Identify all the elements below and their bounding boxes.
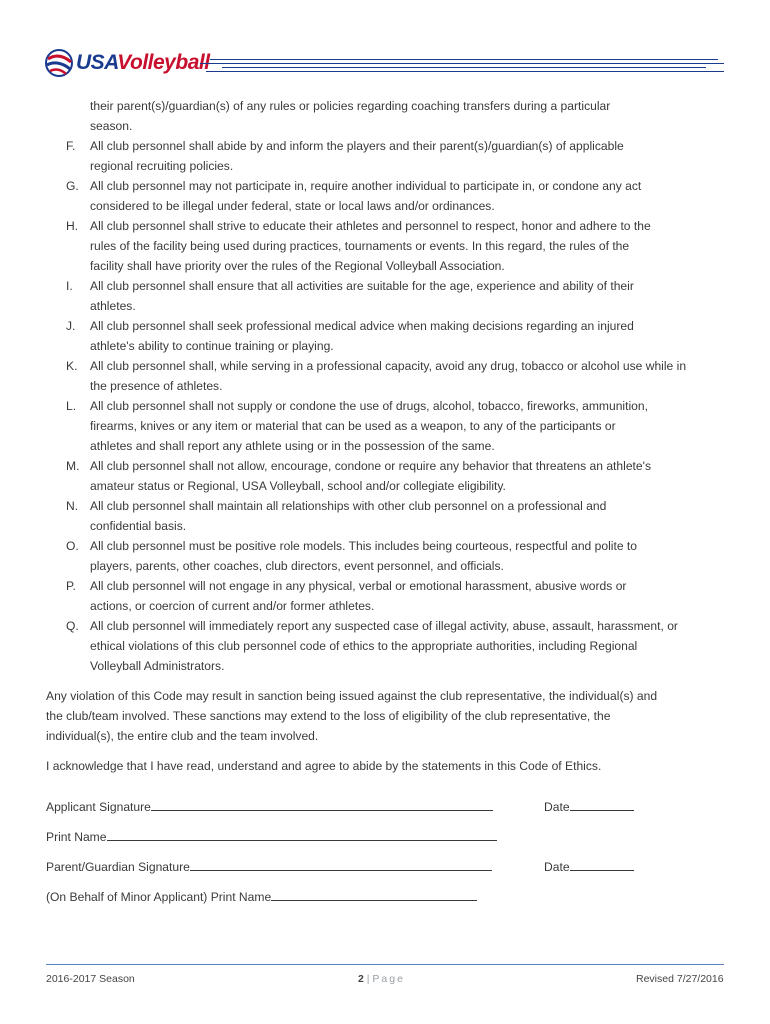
- usa-volleyball-logo: [44, 47, 210, 79]
- list-item-line: All club personnel will immediately report any suspected case of illegal activity, abuse, assault, harassment, or: [90, 619, 678, 633]
- list-item-text: [90, 496, 726, 536]
- applicant-date-field[interactable]: [570, 796, 634, 811]
- list-item-text: [90, 176, 726, 216]
- list-item-line: All club personnel must be positive role models. This includes being courteous, respectful and polite to: [90, 539, 637, 553]
- applicant-signature-field[interactable]: [151, 796, 493, 811]
- applicant-date-row: [544, 796, 634, 814]
- list-item-line: Volleyball Administrators.: [90, 659, 225, 673]
- list-marker: N.: [66, 499, 79, 513]
- list-item: [46, 356, 726, 396]
- acknowledgement-statement: I acknowledge that I have read, understand and agree to abide by the statements in this Code of Ethics.: [46, 759, 602, 773]
- violation-paragraph: Any violation of this Code may result in sanction being issued against the club representative, the individual(s) and the club/team involved. These sanctions may extend to the loss of eligibility of the club representative, the individual(s), the entire club and the team involved.: [46, 689, 658, 743]
- list-item-text: [90, 396, 726, 456]
- page-separator: |: [366, 973, 370, 985]
- page-word: Page: [372, 973, 405, 985]
- parent-signature-label: Parent/Guardian Signature: [46, 860, 190, 874]
- list-item-line: athletes and shall report any athlete using or in the possession of the same.: [90, 439, 495, 453]
- print-name-field[interactable]: [107, 826, 497, 841]
- continued-item-text: their parent(s)/guardian(s) of any rules or policies regarding coaching transfers during a particular season.: [90, 99, 611, 133]
- list-marker: J.: [66, 319, 76, 333]
- list-item-line: All club personnel shall ensure that all activities are suitable for the age, experience and ability of their: [90, 279, 634, 293]
- code-of-ethics-body: [46, 96, 726, 776]
- list-item-text: [90, 576, 726, 616]
- list-item-line: actions, or coercion of current and/or former athletes.: [90, 599, 375, 613]
- list-item-text: [90, 536, 726, 576]
- list-item-line: All club personnel may not participate in, require another individual to participate in, or condone any act: [90, 179, 642, 193]
- list-item-line: All club personnel shall, while serving in a professional capacity, avoid any drug, tobacco or alcohol use while in: [90, 359, 687, 373]
- list-marker: P.: [66, 579, 76, 593]
- list-item-line: All club personnel shall seek professional medical advice when making decisions regarding an injured: [90, 319, 634, 333]
- list-item: [46, 276, 726, 316]
- list-marker: Q.: [66, 619, 79, 633]
- list-item: [46, 396, 726, 456]
- list-item-text: [90, 316, 726, 356]
- list-item: [46, 536, 726, 576]
- list-item: [46, 456, 726, 496]
- list-marker: L.: [66, 399, 77, 413]
- list-item-line: regional recruiting policies.: [90, 159, 234, 173]
- volleyball-logo-icon: [44, 48, 74, 78]
- list-item-line: All club personnel shall not supply or condone the use of drugs, alcohol, tobacco, fireworks, ammunition,: [90, 399, 648, 413]
- list-item-line: the presence of athletes.: [90, 379, 223, 393]
- minor-print-name-field[interactable]: [271, 886, 477, 901]
- page-number: 2: [358, 973, 364, 985]
- list-item-line: All club personnel shall abide by and inform the players and their parent(s)/guardian(s) of applicable: [90, 139, 624, 153]
- list-item: [46, 576, 726, 616]
- list-item-line: All club personnel shall strive to educate their athletes and personnel to respect, honor and adhere to the: [90, 219, 651, 233]
- list-item-line: athlete's ability to continue training or playing.: [90, 339, 334, 353]
- list-item-line: All club personnel shall maintain all relationships with other club personnel on a professional and: [90, 499, 607, 513]
- list-marker: H.: [66, 219, 79, 233]
- print-name-row: [46, 826, 497, 844]
- header-rule-lines: [200, 56, 724, 76]
- footer-revised-date: Revised 7/27/2016: [636, 973, 724, 985]
- list-item-line: confidential basis.: [90, 519, 187, 533]
- list-marker: K.: [66, 359, 78, 373]
- list-item: [46, 496, 726, 536]
- list-item-line: All club personnel will not engage in any physical, verbal or emotional harassment, abusive words or: [90, 579, 627, 593]
- list-item-line: considered to be illegal under federal, state or local laws and/or ordinances.: [90, 199, 495, 213]
- list-item-line: rules of the facility being used during practices, tournaments or events. In this regard, the rules of the: [90, 239, 630, 253]
- list-item: [46, 176, 726, 216]
- list-item-line: players, parents, other coaches, club directors, event personnel, and officials.: [90, 559, 504, 573]
- parent-date-field[interactable]: [570, 856, 634, 871]
- list-marker: O.: [66, 539, 79, 553]
- parent-signature-row: [46, 856, 492, 874]
- list-item-line: amateur status or Regional, USA Volleyball, school and/or collegiate eligibility.: [90, 479, 506, 493]
- parent-signature-field[interactable]: [190, 856, 492, 871]
- applicant-signature-row: [46, 796, 493, 814]
- list-marker: I.: [66, 279, 73, 293]
- list-item-text: [90, 356, 726, 396]
- minor-print-name-row: [46, 886, 477, 904]
- list-marker: M.: [66, 459, 80, 473]
- list-item-text: [90, 276, 726, 316]
- footer-page-indicator: [358, 973, 405, 985]
- footer-rule: [46, 964, 724, 965]
- list-item-line: athletes.: [90, 299, 136, 313]
- page-header: [0, 0, 770, 90]
- parent-date-label: Date: [544, 860, 570, 874]
- minor-print-name-label: (On Behalf of Minor Applicant) Print Name: [46, 890, 272, 904]
- list-item-line: facility shall have priority over the rules of the Regional Volleyball Association.: [90, 259, 505, 273]
- list-item-text: [90, 456, 726, 496]
- applicant-signature-label: Applicant Signature: [46, 800, 151, 814]
- list-item: [46, 136, 726, 176]
- list-item: [46, 216, 726, 276]
- list-item-text: [90, 136, 726, 176]
- list-marker: G.: [66, 179, 79, 193]
- rules-list: [46, 136, 726, 676]
- parent-date-row: [544, 856, 634, 874]
- list-item-line: ethical violations of this club personnel code of ethics to the appropriate authorities, including Regional: [90, 639, 638, 653]
- list-item-text: [90, 616, 726, 676]
- print-name-label: Print Name: [46, 830, 107, 844]
- list-marker: F.: [66, 139, 76, 153]
- list-item-line: All club personnel shall not allow, encourage, condone or require any behavior that threatens an athlete's: [90, 459, 652, 473]
- list-item-line: firearms, knives or any item or material that can be used as a weapon, to any of the participants or: [90, 419, 616, 433]
- logo-wordmark: USAVolleyball: [76, 51, 210, 74]
- applicant-date-label: Date: [544, 800, 570, 814]
- list-item-text: [90, 216, 726, 276]
- footer-season: 2016-2017 Season: [46, 973, 135, 985]
- list-item: [46, 616, 726, 676]
- list-item: [46, 316, 726, 356]
